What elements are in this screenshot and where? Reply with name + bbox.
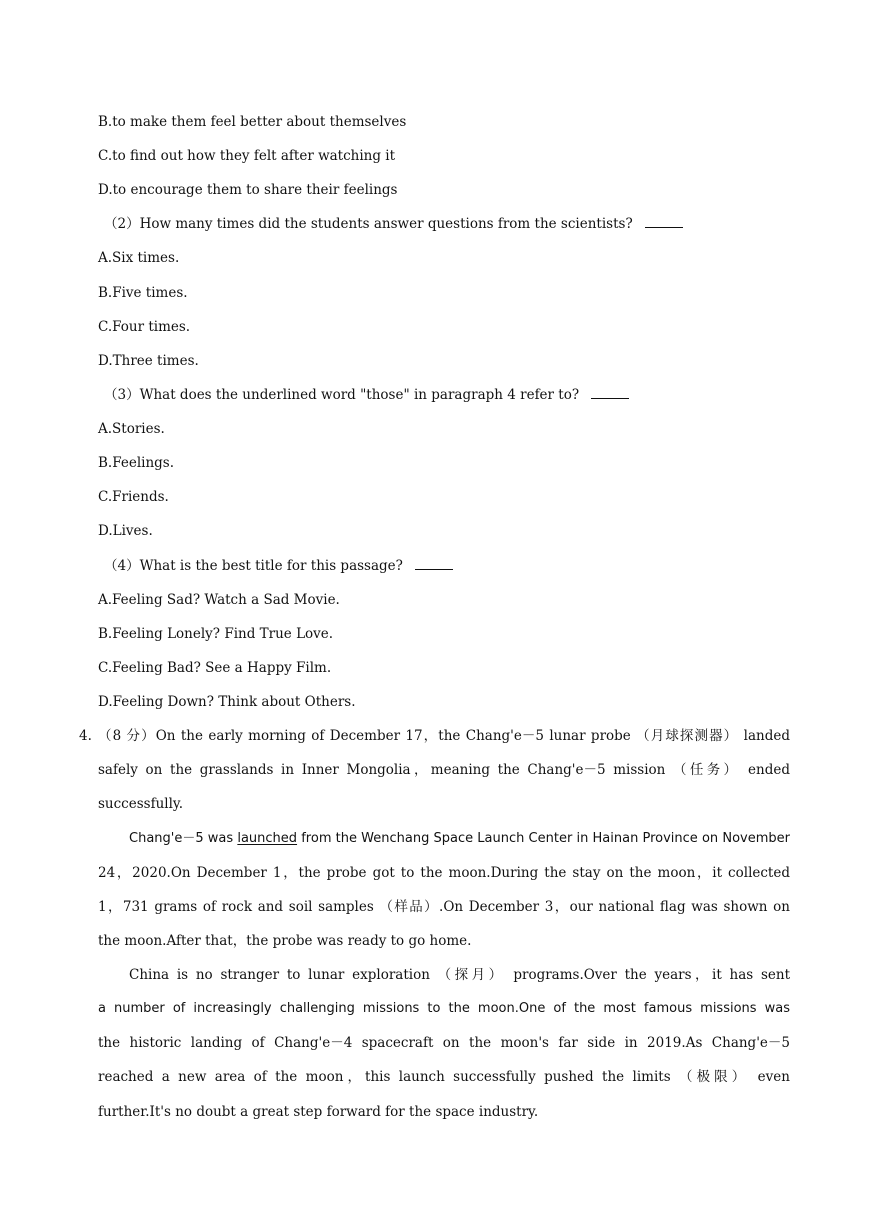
q4-p1-line1: （8 分）On the early morning of December 17，the Chang'e－5 lunar probe （月球探测器） landed — [98, 728, 790, 744]
q4-p1-line3: successfully. — [98, 796, 184, 812]
q4-p2-line2: 24，2020.On December 1，the probe got to the moon.During the stay on the moon，it collected — [98, 865, 790, 881]
q3-1-option-d: D.to encourage them to share their feelings — [98, 182, 398, 198]
q3-3-option-a: A.Stories. — [98, 421, 165, 437]
q3-4-question-text: （4）What is the best title for this passage? — [104, 558, 403, 574]
q4-p3-line3: the historic landing of Chang'e－4 spacecraft on the moon's far side in 2019.As Chang'e－5 — [98, 1035, 790, 1051]
q4-p2-line3: 1，731 grams of rock and soil samples （样品）.On December 3，our national flag was shown on — [98, 899, 790, 915]
answer-blank — [415, 557, 453, 570]
q4-p1-line2: safely on the grasslands in Inner Mongolia，meaning the Chang'e－5 mission （任务） ended — [98, 762, 790, 778]
q3-2-question — [104, 215, 683, 233]
q4-p2-line4: the moon.After that，the probe was ready to go home. — [98, 933, 472, 949]
answer-blank — [645, 215, 683, 228]
q3-1-option-c: C.to find out how they felt after watching it — [98, 148, 396, 164]
q3-3-option-c: C.Friends. — [98, 489, 169, 505]
q4-p3-line1: China is no stranger to lunar exploration （探月） programs.Over the years，it has sent — [129, 967, 790, 983]
q3-3-question-text: （3）What does the underlined word "those" in paragraph 4 refer to? — [104, 387, 580, 403]
q3-2-option-d: D.Three times. — [98, 353, 199, 369]
q3-2-question-text: （2）How many times did the students answer questions from the scientists? — [104, 216, 633, 232]
q3-3-question — [104, 386, 629, 404]
q3-4-question — [104, 557, 453, 575]
q4-p3-line5: further.It's no doubt a great step forward for the space industry. — [98, 1104, 539, 1120]
q3-4-option-c: C.Feeling Bad? See a Happy Film. — [98, 660, 332, 676]
q4-p3-line4: reached a new area of the moon，this launch successfully pushed the limits （极限） even — [98, 1069, 790, 1085]
q3-2-option-b: B.Five times. — [98, 285, 188, 301]
q4-p2-line1 — [98, 830, 790, 848]
question-number: 4. — [79, 728, 92, 744]
underlined-word-launched: launched — [237, 831, 298, 846]
answer-blank — [591, 386, 629, 399]
q3-4-option-a: A.Feeling Sad? Watch a Sad Movie. — [98, 592, 340, 608]
q3-3-option-d: D.Lives. — [98, 523, 153, 539]
q3-4-option-d: D.Feeling Down? Think about Others. — [98, 694, 356, 710]
q3-1-option-b: B.to make them feel better about themselves — [98, 114, 407, 130]
q4-p3-line2: a number of increasingly challenging missions to the moon.One of the most famous missions was — [98, 1001, 790, 1016]
q3-2-option-a: A.Six times. — [98, 250, 180, 266]
q4-p2-line1-pre: Chang'e－5 was — [129, 831, 238, 846]
q4-p2-line1-post: from the Wenchang Space Launch Center in Hainan Province on November — [297, 831, 790, 846]
q3-3-option-b: B.Feelings. — [98, 455, 175, 471]
q3-2-option-c: C.Four times. — [98, 319, 191, 335]
q3-4-option-b: B.Feeling Lonely? Find True Love. — [98, 626, 334, 642]
